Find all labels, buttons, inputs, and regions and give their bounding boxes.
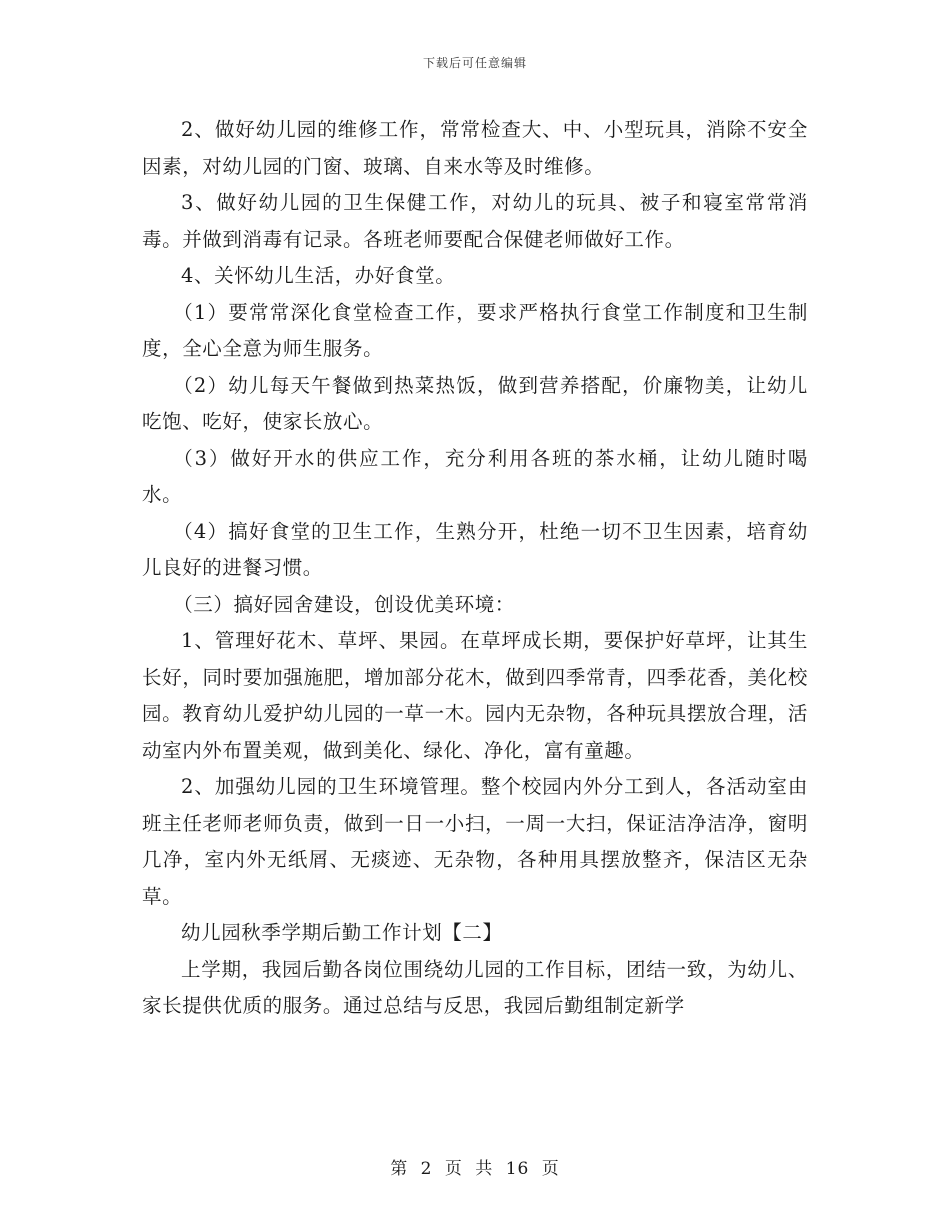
paragraph-canteen-4: （4）搞好食堂的卫生工作，生熟分开，杜绝一切不卫生因素，培育幼儿良好的进餐习惯。 (142, 519, 808, 579)
section-heading-environment: （三）搞好园舍建设，创设优美环境： (173, 592, 515, 616)
page-header-note: 下载后可任意编辑 (422, 56, 527, 70)
paragraph-sanitation: 2、加强幼儿园的卫生环境管理。整个校园内外分工到人，各活动室由班主任老师老师负责，做到一日一小扫，一周一大扫，保证洁净洁净，窗明几净，室内外无纸屑、无痰迹、无杂物，各种用具摆放整齐，保洁区无杂草。 (142, 775, 808, 908)
paragraph-greenery: 1、管理好花木、草坪、果园。在草坪成长期，要保护好草坪，让其生长好，同时要加强施肥，增加部分花木，做到四季常青，四季花香，美化校园。教育幼儿爱护幼儿园的一草一木。园内无杂物，各种玩具摆放合理，活动室内外布置美观，做到美化、绿化、净化，富有童趣。 (142, 629, 808, 762)
paragraph-canteen-1: （1）要常常深化食堂检查工作，要求严格执行食堂工作制度和卫生制度，全心全意为师生服务。 (142, 300, 808, 360)
page-number: 第 2 页 共 16 页 (390, 1159, 560, 1179)
paragraph-hygiene: 3、做好幼儿园的卫生保健工作，对幼儿的玩具、被子和寝室常常消毒。并做到消毒有记录。各班老师要配合保健老师做好工作。 (142, 191, 808, 251)
paragraph-intro: 上学期，我园后勤各岗位围绕幼儿园的工作目标，团结一致，为幼儿、家长提供优质的服务。通过总结与反思，我园后勤组制定新学 (142, 957, 808, 1017)
paragraph-canteen-2: （2）幼儿每天午餐做到热菜热饭，做到营养搭配，价廉物美，让幼儿吃饱、吃好，使家长放心。 (142, 373, 808, 433)
paragraph-canteen: 4、关怀幼儿生活，办好食堂。 (181, 264, 456, 287)
paragraph-canteen-3: （3）做好开水的供应工作，充分利用各班的茶水桶，让幼儿随时喝水。 (142, 446, 808, 506)
document-body (142, 112, 808, 1025)
paragraph-repair: 2、做好幼儿园的维修工作，常常检查大、中、小型玩具，消除不安全因素，对幼儿园的门窗、玻璃、自来水等及时维修。 (142, 118, 808, 178)
section-title-plan-two: 幼儿园秋季学期后勤工作计划【二】 (181, 921, 503, 944)
